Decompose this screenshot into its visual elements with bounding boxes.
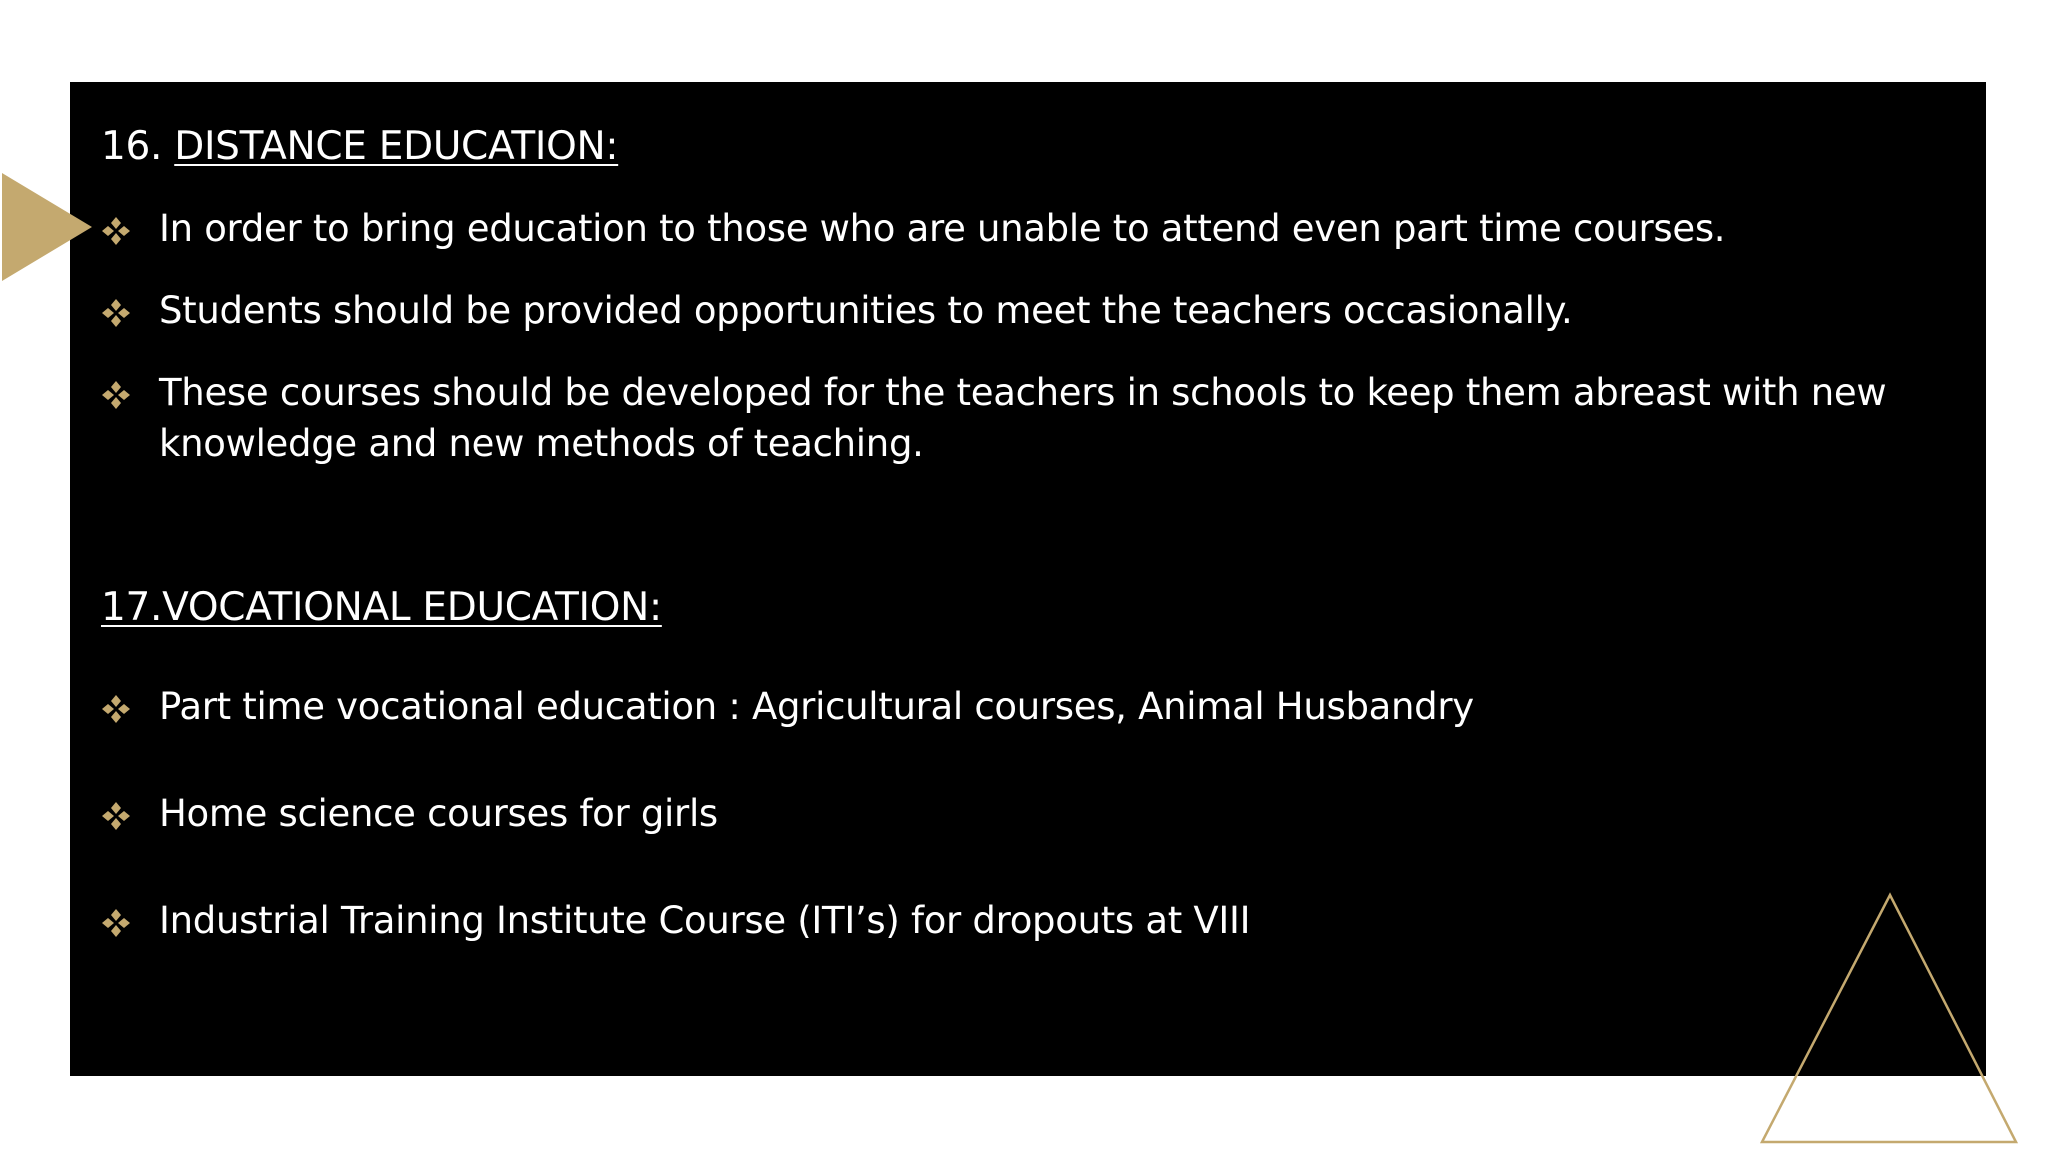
list-item	[101, 788, 1921, 839]
section-16-title: DISTANCE EDUCATION:	[174, 124, 619, 169]
diamond-cluster-icon	[101, 801, 131, 831]
section-17-title: 17.VOCATIONAL EDUCATION:	[101, 585, 662, 630]
bullet-text: Home science courses for girls	[159, 792, 718, 835]
list-item	[101, 895, 1921, 946]
section-16-heading	[101, 122, 618, 172]
bullet-text: These courses should be developed for the teachers in schools to keep them abreast with new knowledge and new methods of teaching.	[159, 371, 1887, 465]
list-item	[101, 681, 1921, 732]
section-16-number: 16.	[101, 124, 175, 169]
diamond-cluster-icon	[101, 216, 131, 246]
diamond-cluster-icon	[101, 908, 131, 938]
list-item	[101, 367, 1921, 469]
bullet-text: In order to bring education to those who are unable to attend even part time courses.	[159, 207, 1726, 250]
play-arrow-icon	[2, 173, 92, 281]
diamond-cluster-icon	[101, 694, 131, 724]
list-item	[101, 285, 1921, 336]
bullet-text: Industrial Training Institute Course (ITI’s) for dropouts at VIII	[159, 899, 1251, 942]
bullet-text: Part time vocational education : Agricultural courses, Animal Husbandry	[159, 685, 1474, 728]
section-17-heading	[101, 583, 662, 633]
bullet-text: Students should be provided opportunities to meet the teachers occasionally.	[159, 289, 1573, 332]
list-item	[101, 203, 1921, 254]
diamond-cluster-icon	[101, 298, 131, 328]
diamond-cluster-icon	[101, 380, 131, 410]
